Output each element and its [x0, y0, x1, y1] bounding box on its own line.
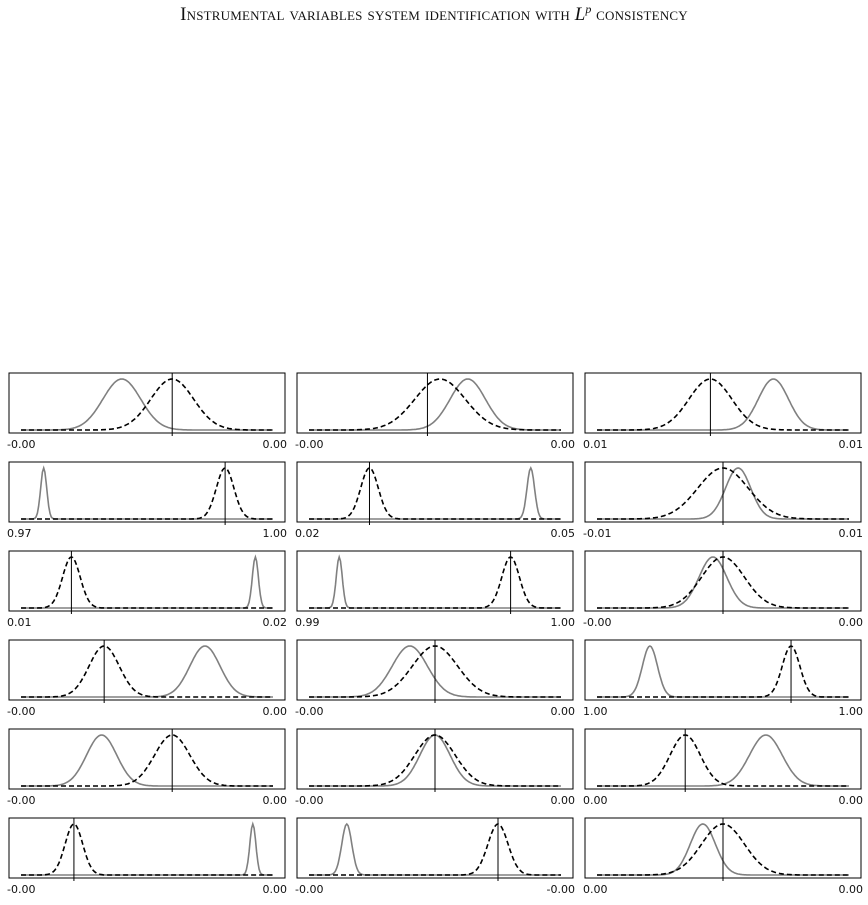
density-curve-solid	[21, 735, 273, 786]
panel-frame	[9, 729, 285, 789]
density-panel	[295, 818, 575, 895]
density-curve-dashed	[597, 379, 849, 430]
density-curve-solid	[309, 557, 561, 608]
header-math-p: p	[585, 2, 592, 16]
tick-label-min: 0.00	[583, 883, 608, 895]
tick-label-max: 0.00	[550, 705, 575, 718]
density-panel	[7, 818, 287, 895]
density-curve-dashed	[21, 557, 273, 608]
density-curve-solid	[309, 468, 561, 519]
tick-label-max: -0.00	[546, 883, 575, 895]
tick-label-min: -0.01	[583, 527, 612, 540]
tick-label-max: 0.05	[550, 527, 575, 540]
tick-label-min: -0.00	[7, 438, 36, 451]
tick-label-max: 0.00	[838, 616, 863, 629]
density-panel	[7, 462, 287, 540]
tick-label-min: 0.01	[7, 616, 32, 629]
density-panel	[295, 551, 575, 629]
panel-frame	[297, 818, 573, 878]
tick-label-min: -0.00	[295, 794, 324, 807]
panel-frame	[9, 373, 285, 433]
tick-label-max: 1.00	[262, 527, 287, 540]
tick-label-min: 0.00	[583, 794, 608, 807]
density-panel	[7, 373, 287, 451]
tick-label-min: 0.01	[583, 438, 608, 451]
header-text-before: Instrumental variables system identification with	[180, 4, 571, 25]
density-panel	[295, 729, 575, 807]
tick-label-max: 0.00	[838, 794, 863, 807]
density-curve-dashed	[21, 735, 273, 786]
density-curve-solid	[597, 646, 849, 697]
density-curve-dashed	[21, 824, 273, 875]
tick-label-max: 0.00	[838, 883, 863, 895]
tick-label-max: 0.01	[838, 438, 863, 451]
density-curve-dashed	[309, 824, 561, 875]
density-curve-solid	[21, 557, 273, 608]
tick-label-min: -0.00	[7, 705, 36, 718]
tick-label-max: 0.00	[262, 438, 287, 451]
density-panel	[7, 729, 287, 807]
tick-label-max: 0.02	[262, 616, 287, 629]
density-curve-solid	[21, 379, 273, 430]
panel-frame	[297, 373, 573, 433]
density-panel	[295, 373, 575, 451]
density-panel	[583, 729, 863, 807]
tick-label-min: -0.00	[7, 794, 36, 807]
tick-label-max: 1.00	[550, 616, 575, 629]
panel-frame	[9, 551, 285, 611]
tick-label-min: -0.00	[295, 883, 324, 895]
density-panel	[7, 640, 287, 718]
density-curve-dashed	[597, 735, 849, 786]
density-panel	[583, 373, 863, 451]
density-panel	[295, 640, 575, 718]
tick-label-min: 1.00	[583, 705, 608, 718]
panel-frame	[585, 640, 861, 700]
panel-frame	[585, 729, 861, 789]
tick-label-min: -0.00	[7, 883, 36, 895]
density-curve-dashed	[309, 557, 561, 608]
panel-frame	[9, 640, 285, 700]
tick-label-max: 0.00	[550, 438, 575, 451]
header-math-L: L	[574, 4, 586, 25]
tick-label-min: 0.02	[295, 527, 320, 540]
tick-label-min: 0.99	[295, 616, 320, 629]
density-panel	[7, 551, 287, 629]
density-panel	[583, 551, 863, 629]
page-header	[0, 2, 868, 26]
tick-label-max: 0.00	[262, 705, 287, 718]
tick-label-min: 0.97	[7, 527, 32, 540]
tick-label-max: 0.00	[262, 883, 287, 895]
tick-label-max: 0.00	[262, 794, 287, 807]
tick-label-max: 0.01	[838, 527, 863, 540]
density-curve-solid	[309, 379, 561, 430]
tick-label-min: -0.00	[295, 438, 324, 451]
density-panel	[583, 462, 863, 540]
density-curve-dashed	[21, 379, 273, 430]
density-curve-dashed	[309, 379, 561, 430]
panel-frame	[585, 373, 861, 433]
header-text-after: consistency	[596, 4, 688, 25]
density-panel	[583, 818, 863, 895]
density-curve-solid	[21, 646, 273, 697]
density-panel	[583, 640, 863, 718]
tick-label-min: -0.00	[295, 705, 324, 718]
panel-frame	[9, 818, 285, 878]
density-figure-grid	[0, 360, 868, 895]
density-curve-solid	[21, 824, 273, 875]
density-panel	[295, 462, 575, 540]
density-curve-solid	[597, 735, 849, 786]
density-curve-dashed	[21, 468, 273, 519]
density-curve-solid	[597, 379, 849, 430]
tick-label-max: 0.00	[550, 794, 575, 807]
tick-label-min: -0.00	[583, 616, 612, 629]
density-curve-solid	[309, 824, 561, 875]
tick-label-max: 1.00	[838, 705, 863, 718]
